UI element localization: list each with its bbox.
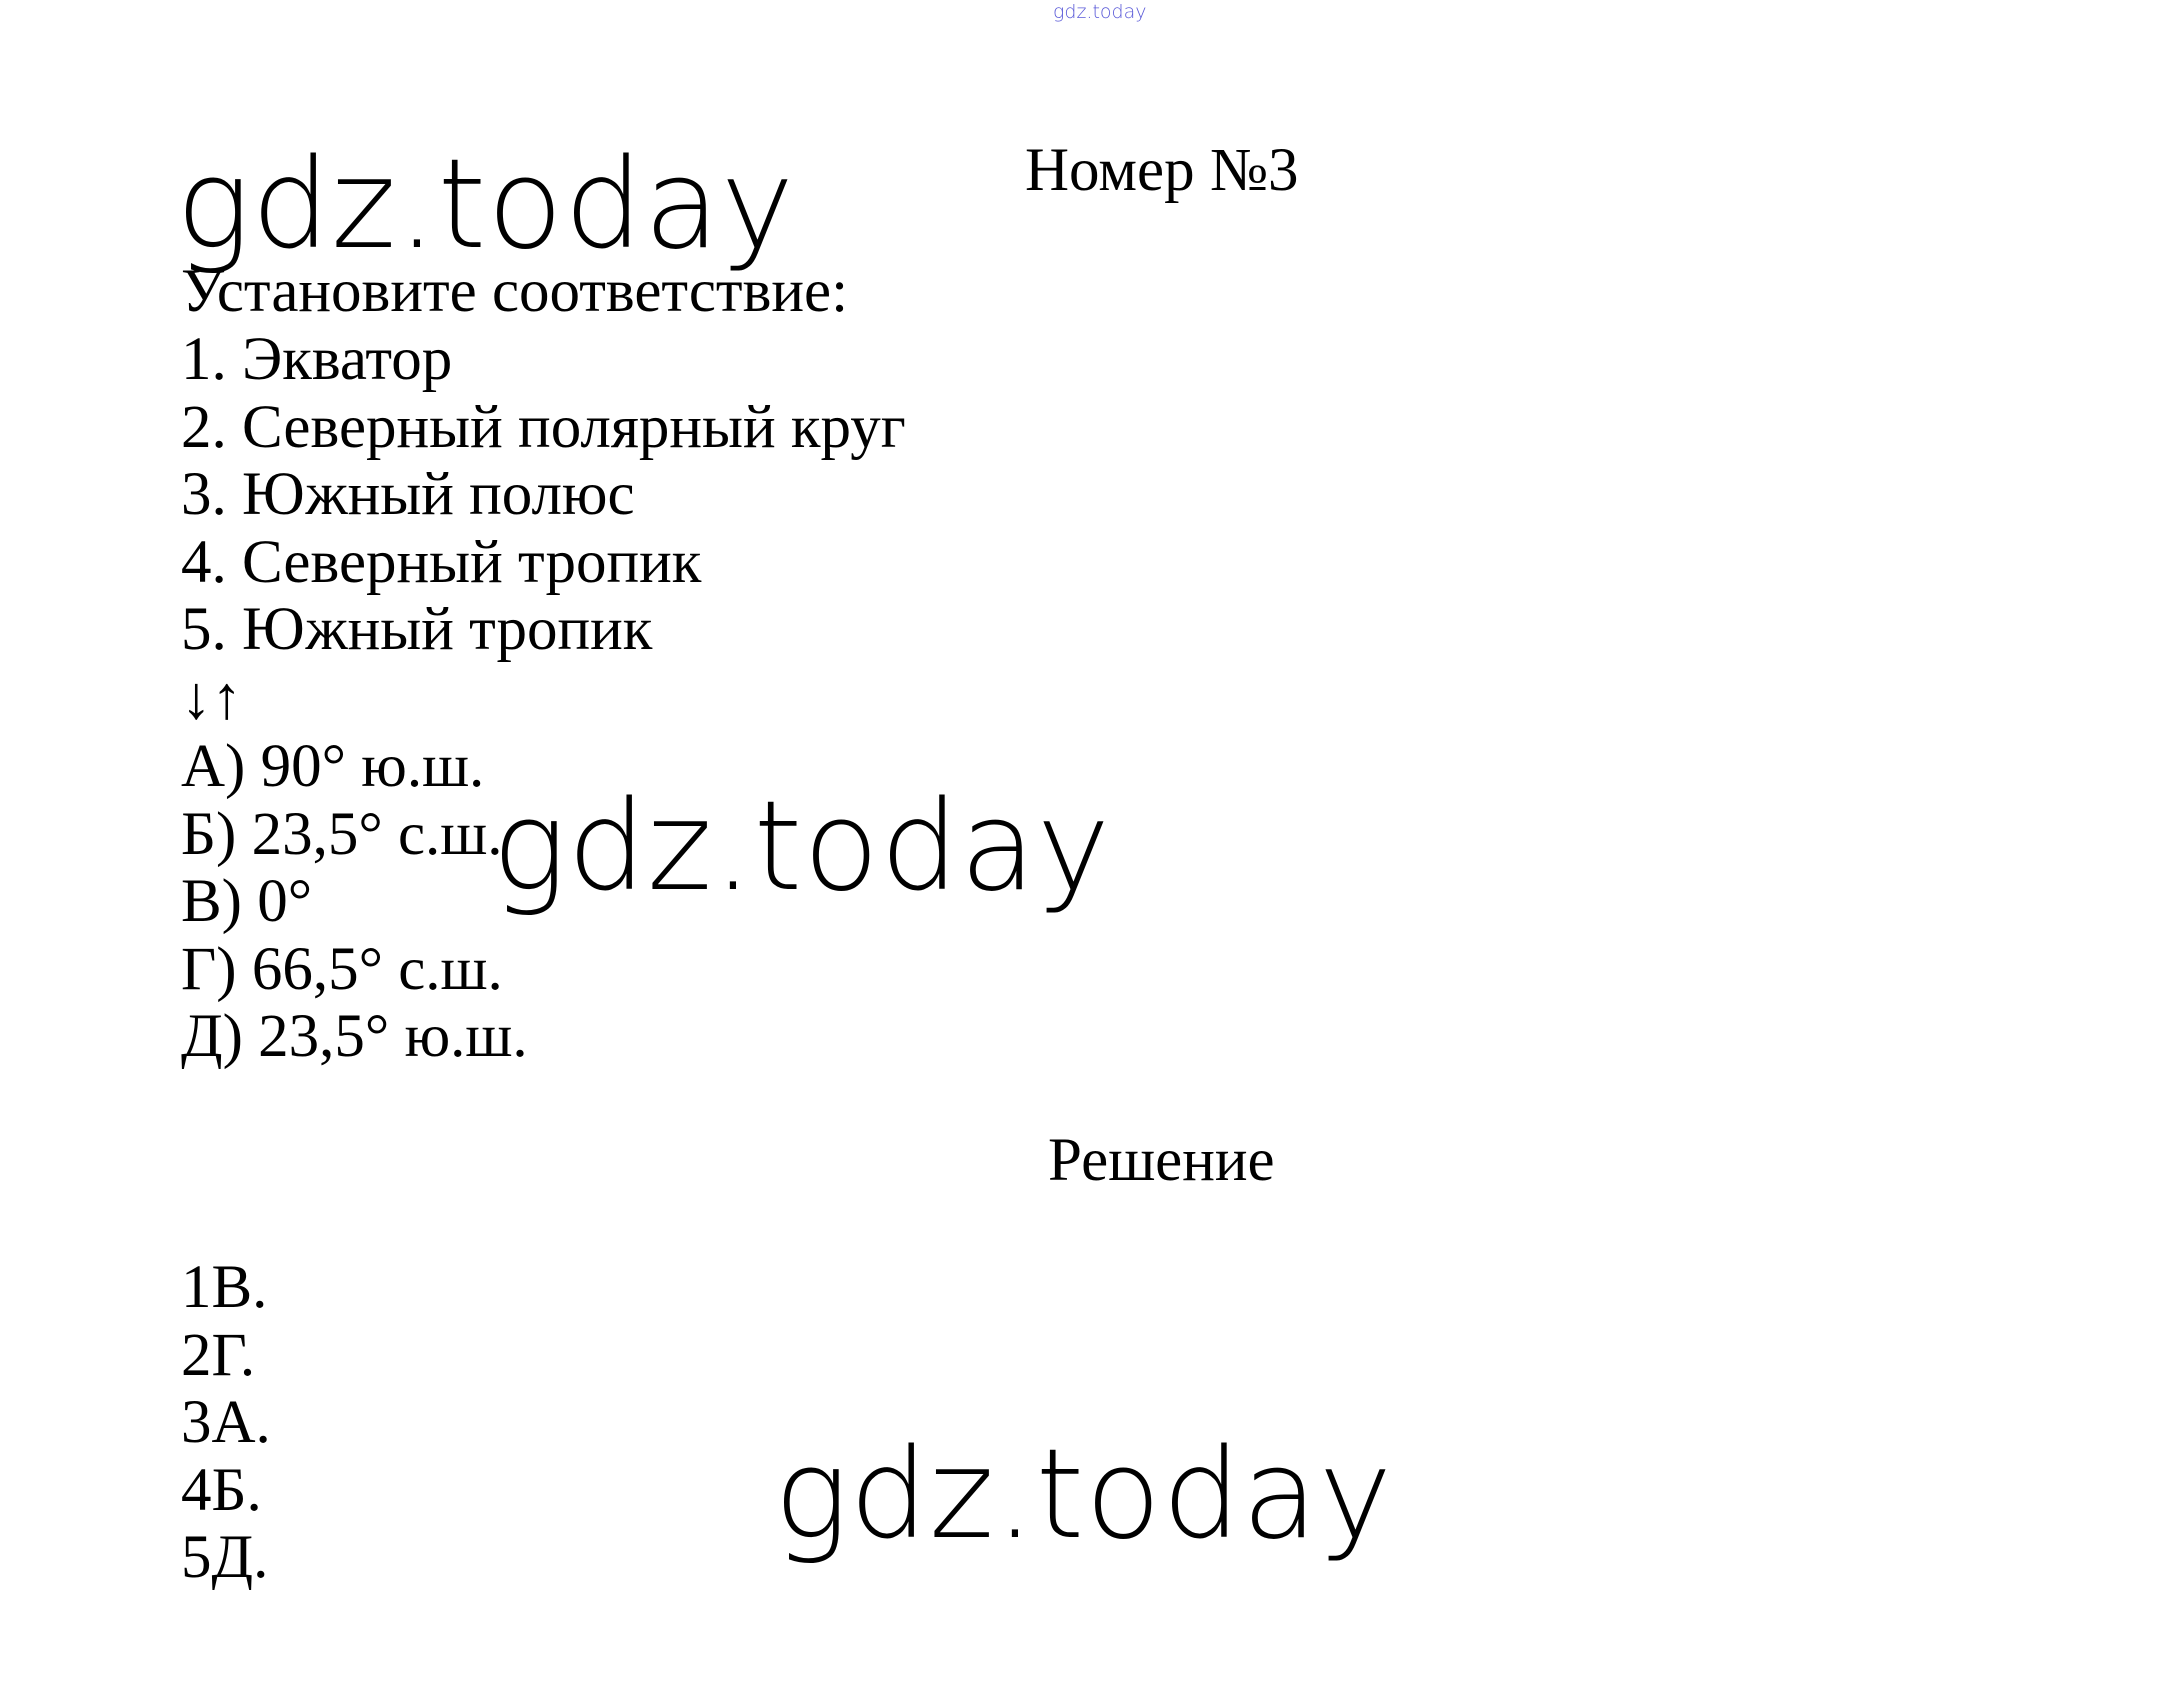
- list-item: А) 90° ю.ш.: [181, 733, 485, 800]
- watermark-logo: gdz.today: [774, 1423, 1394, 1567]
- list-item: Д) 23,5° ю.ш.: [181, 1003, 528, 1070]
- watermark-logo: gdz.today: [492, 775, 1112, 919]
- list-item: 4. Северный тропик: [181, 528, 702, 596]
- list-item: 1. Экватор: [181, 326, 453, 393]
- list-item: 4Б.: [181, 1456, 262, 1524]
- list-item: Б) 23,5° с.ш.: [181, 800, 503, 868]
- list-item: 3А.: [181, 1389, 271, 1456]
- list-item: 5. Южный тропик: [181, 596, 653, 663]
- options-list: [181, 733, 528, 1074]
- list-item: 2Г.: [181, 1321, 256, 1389]
- items-list: [181, 326, 906, 667]
- answers-list: [181, 1254, 271, 1595]
- match-arrows: ↓↑: [181, 665, 242, 732]
- top-watermark: gdz.today: [1053, 1, 1147, 23]
- watermark-logo: gdz.today: [176, 133, 796, 277]
- list-item: 3. Южный полюс: [181, 461, 635, 528]
- list-item: В) 0°: [181, 868, 313, 935]
- list-item: 2. Северный полярный круг: [181, 393, 906, 461]
- list-item: Г) 66,5° с.ш.: [181, 935, 503, 1003]
- list-item: 1В.: [181, 1254, 268, 1321]
- task-prompt: Установите соответствие:: [181, 258, 849, 325]
- solution-heading: Решение: [1048, 1127, 1275, 1194]
- task-number-heading: Номер №3: [1025, 137, 1299, 204]
- list-item: 5Д.: [181, 1524, 269, 1591]
